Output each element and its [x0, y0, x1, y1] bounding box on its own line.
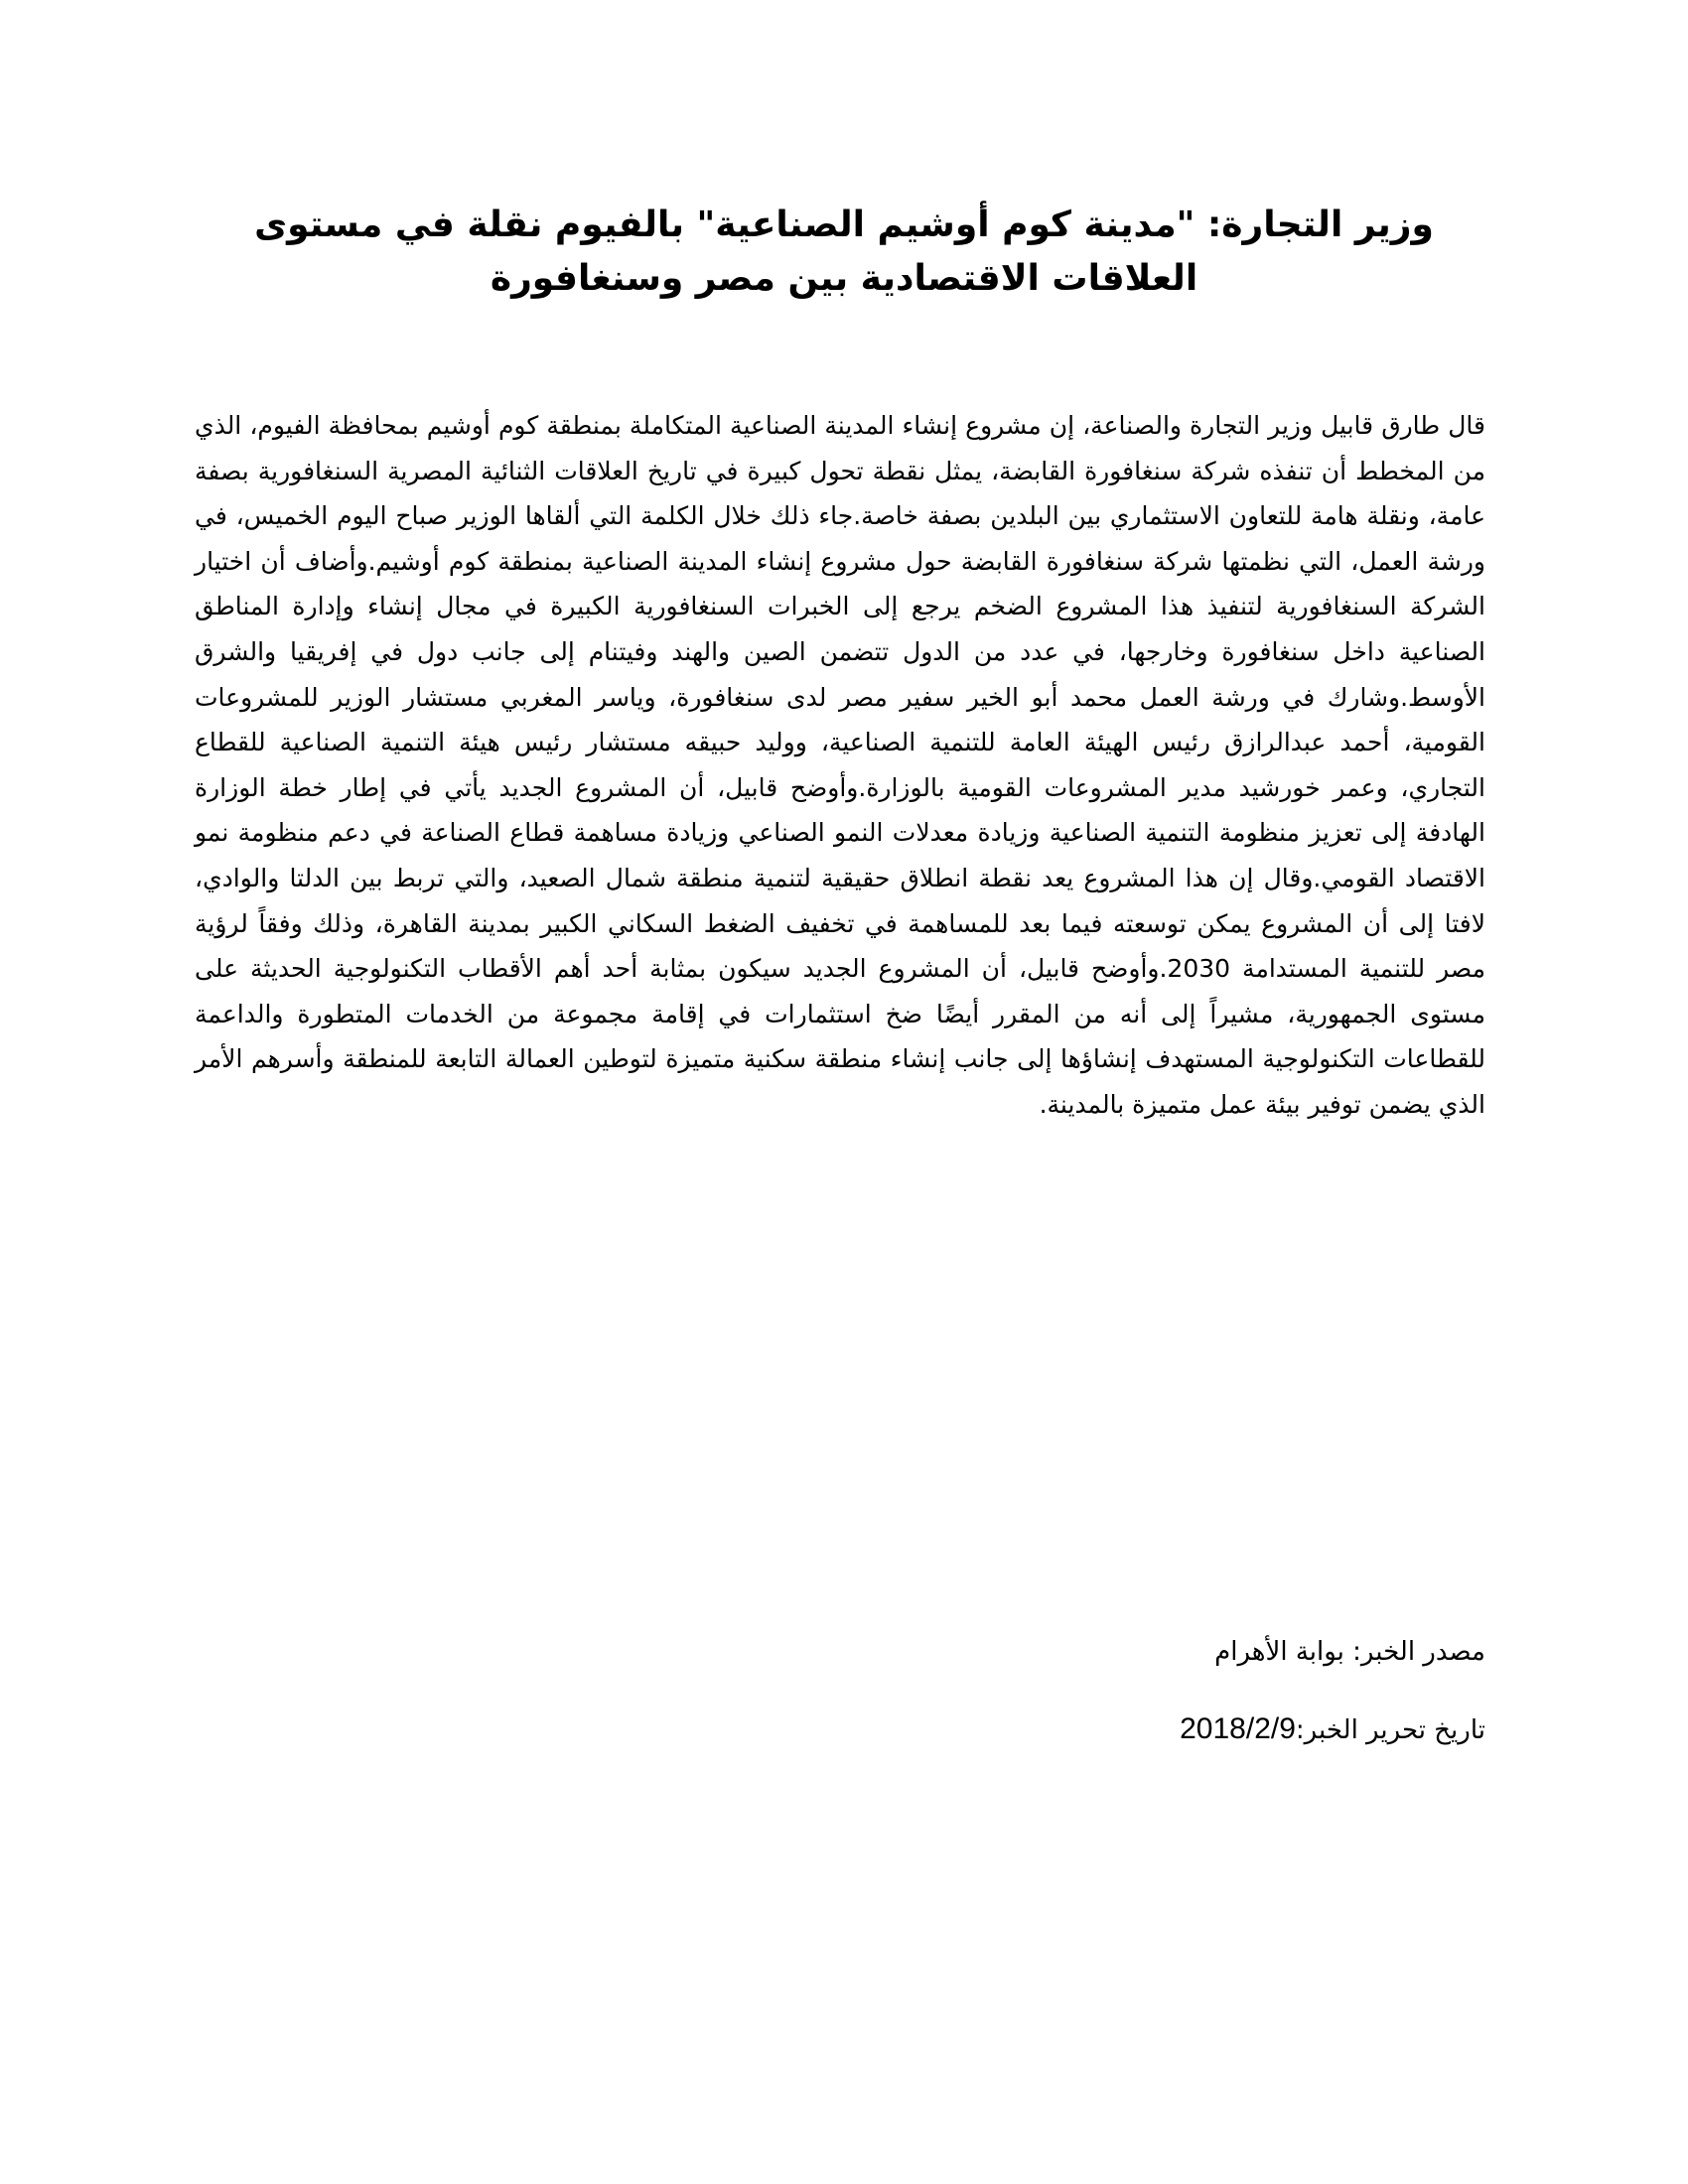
- edit-date-value: 2018/2/9: [1180, 1712, 1296, 1745]
- article-body: قال طارق قابيل وزير التجارة والصناعة، إن مشروع إنشاء المدينة الصناعية المتكاملة بمنطقة كوم أوشيم بمحافظة الفيوم، الذي من المخطط أن تنفذه شركة سنغافورة القابضة، يمثل نقطة تحول كبيرة في تاريخ العلاقات الثنائية المصرية السنغافورية بصفة عامة، ونقلة هامة للتعاون الاستثماري بين البلدين بصفة خاصة.جاء ذلك خلال الكلمة التي ألقاها الوزير صباح اليوم الخميس، في ورشة العمل، التي نظمتها شركة سنغافورة القابضة حول مشروع إنشاء المدينة الصناعية بمنطقة كوم أوشيم.وأضاف أن اختيار الشركة السنغافورية لتنفيذ هذا المشروع الضخم يرجع إلى الخبرات السنغافورية الكبيرة في مجال إنشاء وإدارة المناطق الصناعية داخل سنغافورة وخارجها، في عدد من الدول تتضمن الصين والهند وفيتنام إلى جانب دول في إفريقيا والشرق الأوسط.وشارك في ورشة العمل محمد أبو الخير سفير مصر لدى سنغافورة، وياسر المغربي مستشار الوزير للمشروعات القومية، أحمد عبدالرازق رئيس الهيئة العامة للتنمية الصناعية، ووليد حبيقه مستشار رئيس هيئة التنمية الصناعية للقطاع التجاري، وعمر خورشيد مدير المشروعات القومية بالوزارة.وأوضح قابيل، أن المشروع الجديد يأتي في إطار خطة الوزارة الهادفة إلى تعزيز منظومة التنمية الصناعية وزيادة معدلات النمو الصناعي وزيادة مساهمة قطاع الصناعة في دعم منظومة نمو الاقتصاد القومي.وقال إن هذا المشروع يعد نقطة انطلاق حقيقية لتنمية منطقة شمال الصعيد، والتي تربط بين الدلتا والوادي، لافتا إلى أن المشروع يمكن توسعته فيما بعد للمساهمة في تخفيف الضغط السكاني الكبير بمدينة القاهرة، وذلك وفقاً لرؤية مصر للتنمية المستدامة 2030.وأوضح قابيل، أن المشروع الجديد سيكون بمثابة أحد أهم الأقطاب التكنولوجية الحديثة على مستوى الجمهورية، مشيراً إلى أنه من المقرر أيضًا ضخ استثمارات في إقامة مجموعة من الخدمات المتطورة والداعمة للقطاعات التكنولوجية المستهدف إنشاؤها إلى جانب إنشاء منطقة سكنية متميزة لتوطين العمالة التابعة للمنطقة وأسرهم الأمر الذي يضمن توفير بيئة عمل متميزة بالمدينة.: [195, 411, 1486, 1119]
- news-source: مصدر الخبر: بوابة الأهرام: [1214, 1637, 1485, 1667]
- edit-date-label: تاريخ تحرير الخبر:: [1295, 1715, 1485, 1745]
- edit-date: [1180, 1709, 1485, 1750]
- article-title: وزير التجارة: "مدينة كوم أوشيم الصناعية" بالفيوم نقلة في مستوى العلاقات الاقتصادية بين مصر وسنغافورة: [254, 205, 1434, 299]
